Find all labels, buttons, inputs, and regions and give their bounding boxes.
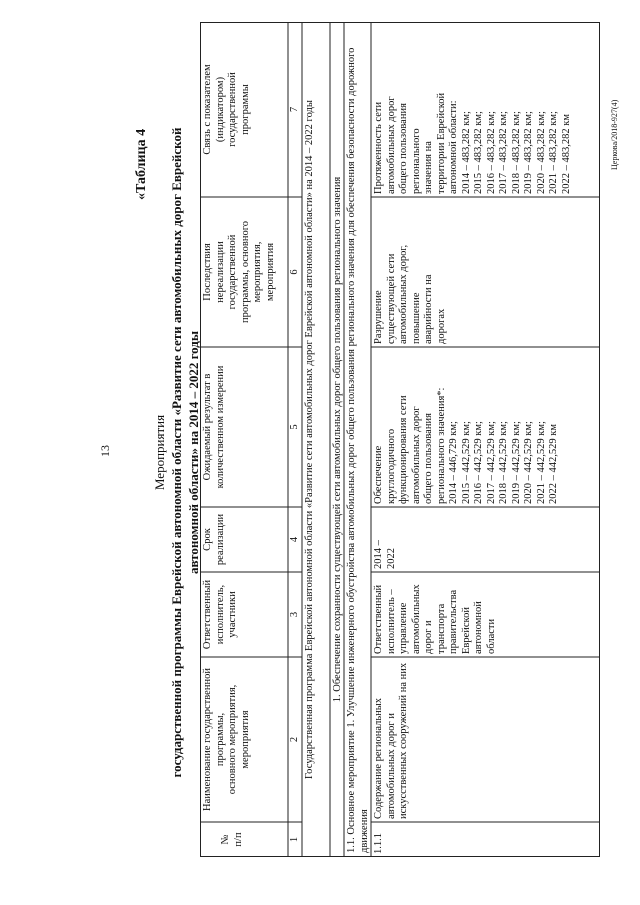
row-executor: Ответственный исполнитель – управление автомобильных дорог и транспорта правительства Еврейской автономной области — [373, 584, 497, 654]
program-row: Государственная программа Еврейской автономной области «Развитие сети автомобильных дорог Еврейской автономной области» на 2014 – 2022 годы — [304, 100, 315, 779]
col-number-4: 4 — [289, 536, 300, 543]
row-consequences: Разрушение существующей сети автомобильных дорог, повышение аварийности на дорогах — [373, 244, 447, 344]
header-executor: Ответственный исполнитель, участники — [202, 579, 238, 650]
events-table — [200, 22, 600, 857]
goal-row: 1. Обеспечение сохранности существующей сети автомобильных дорог общего пользования регионального значения — [332, 176, 343, 703]
page-number: 13 — [98, 445, 112, 457]
col-number-7: 7 — [289, 106, 300, 113]
row-indicator: Протяженность сети автомобильных дорог общего пользования регионального значения на территории Еврейской автономной области: 2014 – 483,282 км; 2015 – 483,282 км; 2016 – 483,282 км; 2017 – 483,282 км; 2018 – 483,282 км; 2019 – 483,282 км; 2020 – 483,282 км; 2021 – 483,282 км; 2022 – 483,282 км — [373, 92, 572, 194]
title-line-2: государственной программы Еврейской автономной области «Развитие сети автомобильных дорог Еврейской — [169, 127, 184, 778]
row-number: 1.1.1 — [373, 833, 384, 854]
col-number-6: 6 — [289, 269, 300, 275]
col-number-5: 5 — [289, 424, 300, 430]
main-event-row: 1.1. Основное мероприятие 1. Улучшение инженерного обустройства автомобильных дорог общего пользования регионального значения для обеспечения безопасности дорожного движения — [346, 47, 370, 853]
header-indicator: Связь с показателем (индикатором) государственной программы — [202, 64, 251, 155]
header-num: № п/п — [220, 832, 244, 847]
col-number-1: 1 — [289, 836, 300, 843]
document-reference: Церкова/2018-927(4) — [610, 99, 619, 170]
row-result: Обеспечение круглогодичного функционирования сети автомобильных дорог общего пользования регионального значения*: 2014 – 446,729 км; 2015 – 442,529 км; 2016 – 442,529 км; 2017 – 442,529 км; 2018 – 442,529 км; 2019 – 442,529 км; 2020 – 442,529 км; 2021 – 442,529 км; 2022 – 442,529 км — [373, 387, 559, 504]
title-line-1: Мероприятия — [152, 414, 167, 491]
col-number-3: 3 — [289, 611, 300, 618]
row-event-name: Содержание региональных автомобильных дорог и искусственных сооружений на них — [373, 662, 409, 819]
title-line-3: автономной области» на 2014 – 2022 годы — [186, 330, 201, 575]
header-consequences: Последствия нереализации государственной программы, основного мероприятия, мероприятия — [202, 220, 276, 324]
header-term: Срок реализации — [202, 513, 226, 566]
header-name: Наименование государственной программы, основного мероприятия, мероприятия — [202, 668, 251, 811]
header-result: Ожидаемый результат в количественном измерении — [202, 365, 226, 489]
row-term: 2014 – 2022 — [373, 540, 397, 569]
col-number-2: 2 — [289, 736, 300, 743]
table-label: «Таблица 4 — [134, 128, 149, 200]
